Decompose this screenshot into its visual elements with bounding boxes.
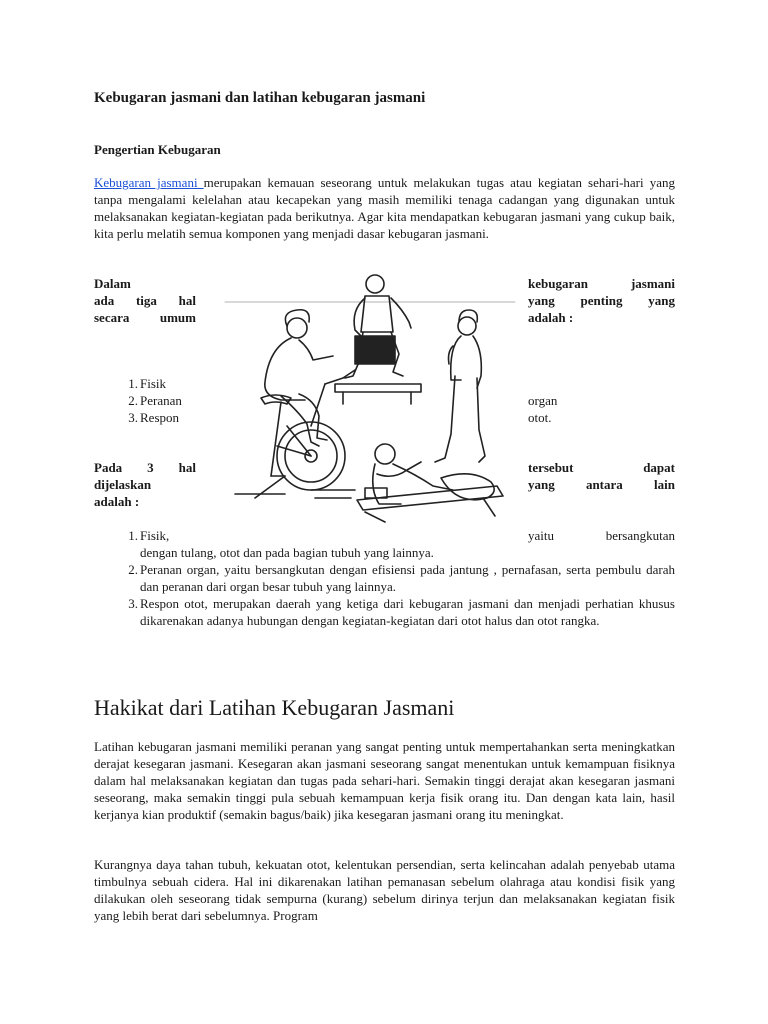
list2-item-3: 3. Respon otot, merupakan daerah yang ketiga dari kebugaran jasmani dan menjadi perhatian khusus dikarenakan adanya hubungan dengan kegiatan-kegiatan dari otot halus dan otot rangka. bbox=[128, 596, 675, 628]
page-title: Kebugaran jasmani dan latihan kebugaran jasmani bbox=[94, 90, 426, 106]
bold-row-2-left: ada tiga hal bbox=[94, 293, 196, 308]
man-step-aerobic-icon bbox=[335, 275, 421, 404]
bold-row-1-right: kebugaran jasmani bbox=[528, 276, 675, 291]
list2-item-2: 2. Peranan organ, yaitu bersangkutan dengan efisiensi pada jantung , pernafasan, serta pembulu darah dan peranan dari organ besar tubuh yang lainnya. bbox=[128, 562, 675, 594]
list2-item-1-right: yaitu bersangkutan bbox=[528, 528, 675, 543]
list1-item-1: 1. Fisik bbox=[128, 376, 167, 391]
bold2-row-1-right: tersebut dapat bbox=[528, 460, 675, 475]
fitness-illustration bbox=[215, 266, 518, 526]
bold2-row-1-left: Pada 3 hal bbox=[94, 460, 196, 475]
list2-item-1: 1. Fisik, yaitu bersangkutan bbox=[128, 528, 675, 543]
bold2-row-3-left: adalah : bbox=[94, 494, 140, 509]
hakikat-paragraph-2: Kurangnya daya tahan tubuh, kekuatan otot, kelentukan persendian, serta kelincahan adalah penyebab utama timbulnya sebuah cidera. Hal ini dikarenakan latihan pemanasan sebelum olahraga atau kondisi fisik yang dilakukan oleh seseorang tidak sempurna (kurang) sebelum dirinya terjun dan melaksanakan kegiatan fisik yang lebih berat dari sebelumnya. Program bbox=[94, 857, 675, 923]
list1-item-3: 3. Respon otot. bbox=[128, 410, 552, 425]
section-heading-hakikat: Hakikat dari Latihan Kebugaran Jasmani bbox=[94, 695, 455, 720]
list2-item-1-continuation: dengan tulang, otot dan pada bagian tubuh yang lainnya. bbox=[140, 545, 434, 560]
section-heading-pengertian: Pengertian Kebugaran bbox=[94, 142, 221, 157]
list1-item-2: 2. Peranan organ bbox=[128, 393, 558, 408]
woman-walking-icon bbox=[435, 310, 485, 462]
rowing-machine-icon bbox=[357, 444, 503, 522]
intro-text: merupakan kemauan seseorang untuk melakukan tugas atau kegiatan sehari-hari yang tanpa mengalami kelelahan atau kecapekan yang masih memiliki tenaga cadangan yang digunakan untuk melaksanakan kegiatan-kegiatan pada berikutnya. Agar kita mendapatkan kebugaran jasmani yang cukup baik, kita perlu melatih semua komponen yang menjadi dasar kebugaran jasmani. bbox=[94, 175, 675, 241]
bold2-row-2-left: dijelaskan bbox=[94, 477, 152, 492]
kebugaran-jasmani-link[interactable]: Kebugaran jasmani bbox=[94, 175, 204, 190]
hakikat-paragraph-1: Latihan kebugaran jasmani memiliki peranan yang sangat penting untuk mempertahankan serta meningkatkan derajat kesegaran jasmani. Kesegaran akan jasmani seseorang sangat menentukan untuk kemampuan fisiknya dalam hal melaksanakan kegiatan dan tugas pada sehari-hari. Semakin tinggi derajat akan kesegaran jasmani seseorang, maka semakin tinggi pula sebuah kemampuan kerja fisik orang itu. Dan dengan kata lain, hasil kerjanya kian produktif (semakin bagus/baik) jika kesegaran jasmani orang itu meningkat. bbox=[94, 739, 675, 822]
bold2-row-2-right: yang antara lain bbox=[528, 477, 675, 492]
stationary-bike-icon bbox=[235, 370, 355, 498]
woman-cycling-icon bbox=[265, 310, 333, 446]
bold-row-2-right: yang penting yang bbox=[528, 293, 675, 308]
bold-row-3-left: secara umum bbox=[94, 310, 196, 325]
bold-row-3-right: adalah : bbox=[528, 310, 574, 325]
bold-row-1-left: Dalam bbox=[94, 276, 131, 291]
intro-paragraph bbox=[94, 174, 675, 242]
